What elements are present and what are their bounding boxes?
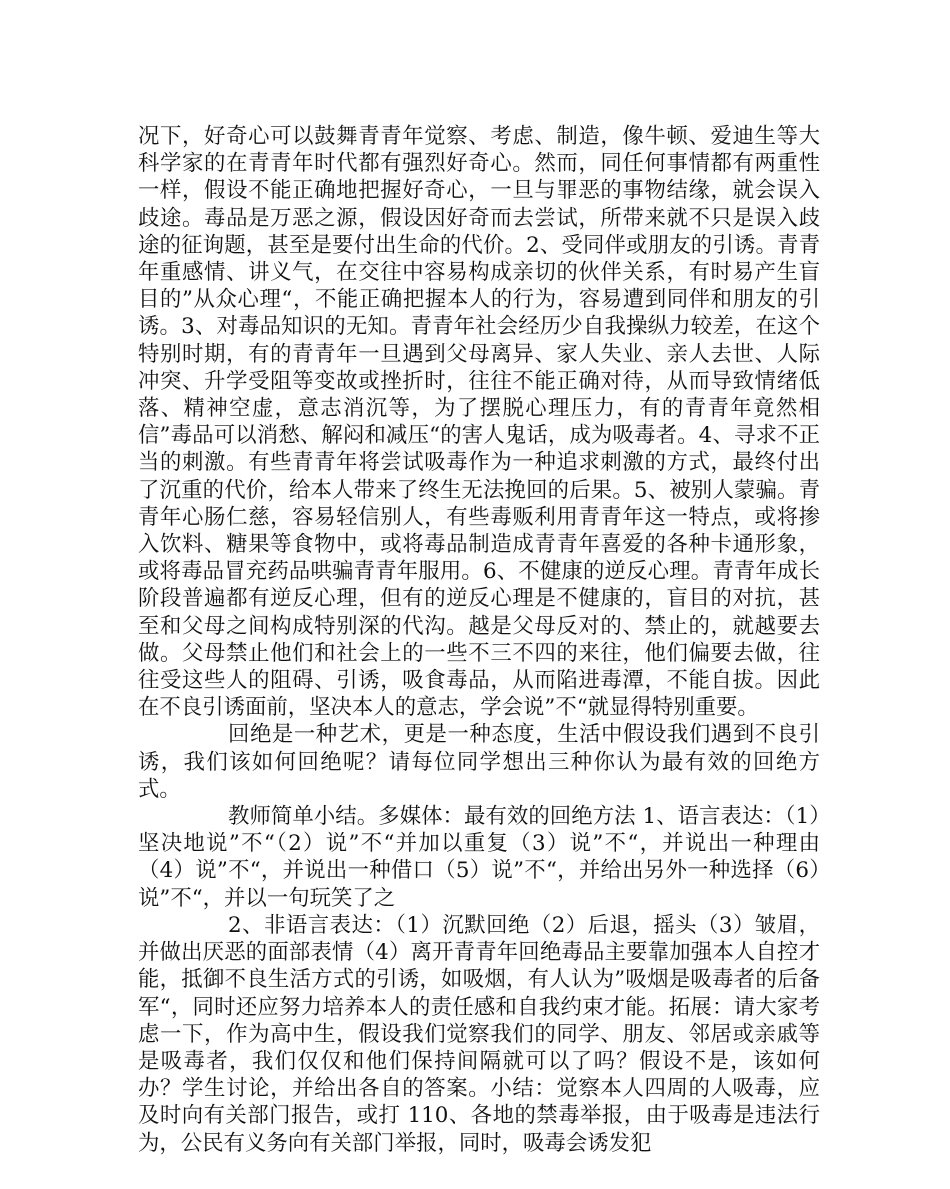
document-body <box>138 123 820 1157</box>
paragraph-refusal-question: 回绝是一种艺术，更是一种态度，生活中假设我们遇到不良引诱，我们该如何回绝呢？请每位同学想出三种你认为最有效的回绝方式。 <box>138 722 820 802</box>
paragraph-nonverbal-refusal: 2、非语言表达：（1）沉默回绝（2）后退，摇头（3）皱眉，并做出厌恶的面部表情（4）离开青青年回绝毒品主要靠加强本人自控才能，抵御不良生活方式的引诱，如吸烟，有人认为”吸烟是吸毒者的后备军“，同时还应努力培养本人的责任感和自我约束才能。拓展：请大家考虑一下，作为高中生，假设我们觉察我们的同学、朋友、邻居或亲戚等是吸毒者，我们仅仅和他们保持间隔就可以了吗？假设不是，该如何办？学生讨论，并给出各自的答案。小结：觉察本人四周的人吸毒，应及时向有关部门报告，或打 110、各地的禁毒举报，由于吸毒是违法行为，公民有义务向有关部门举报，同时，吸毒会诱发犯 <box>138 912 820 1156</box>
paragraph-causes: 况下，好奇心可以鼓舞青青年觉察、考虑、制造，像牛顿、爱迪生等大科学家的在青青年时代都有强烈好奇心。然而，同任何事情都有两重性一样，假设不能正确地把握好奇心，一旦与罪恶的事物结缘，就会误入歧途。毒品是万恶之源，假设因好奇而去尝试，所带来就不只是误入歧途的征询题，甚至是要付出生命的代价。2、受同伴或朋友的引诱。青青年重感情、讲义气，在交往中容易构成亲切的伙伴关系，有时易产生盲目的”从众心理“，不能正确把握本人的行为，容易遭到同伴和朋友的引诱。3、对毒品知识的无知。青青年社会经历少自我操纵力较差，在这个特别时期，有的青青年一旦遇到父母离异、家人失业、亲人去世、人际冲突、升学受阻等变故或挫折时，往往不能正确对待，从而导致情绪低落、精神空虚，意志消沉等，为了摆脱心理压力，有的青青年竟然相信”毒品可以消愁、解闷和减压“的害人鬼话，成为吸毒者。4、寻求不正当的刺激。有些青青年将尝试吸毒作为一种追求刺激的方式，最终付出了沉重的代价，给本人带来了终生无法挽回的后果。5、被别人蒙骗。青青年心肠仁慈，容易轻信别人，有些毒贩利用青青年这一特点，或将掺入饮料、糖果等食物中，或将毒品制造成青青年喜爱的各种卡通形象，或将毒品冒充药品哄骗青青年服用。6、不健康的逆反心理。青青年成长阶段普遍都有逆反心理，但有的逆反心理是不健康的，盲目的对抗，甚至和父母之间构成特别深的代沟。越是父母反对的、禁止的，就越要去做。父母禁止他们和社会上的一些不三不四的来往，他们偏要去做，往往受这些人的阻碍、引诱，吸食毒品，从而陷进毒潭，不能自拔。因此在不良引诱面前，坚决本人的意志，学会说”不“就显得特别重要。 <box>138 124 820 721</box>
paragraph-verbal-refusal: 教师简单小结。多媒体：最有效的回绝方法 1、语言表达：（1）坚决地说”不“（2）说”不“并加以重复（3）说”不“，并说出一种理由（4）说”不“，并说出一种借口（5）说”不“，并给出另外一种选择（6）说”不“，并以一句玩笑了之 <box>138 804 820 911</box>
